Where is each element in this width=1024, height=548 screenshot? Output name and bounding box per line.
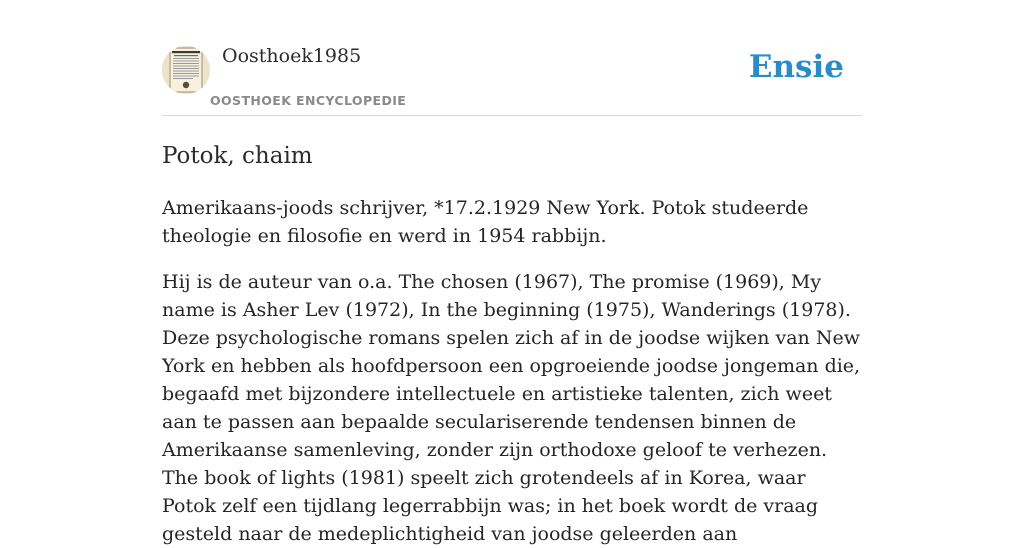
article-paragraph: Amerikaans-joods schrijver, *17.2.1929 New York. Potok studeerde theologie en filosofie en werd in 1954 rabbijn. — [162, 197, 809, 247]
article-card — [162, 0, 862, 548]
source-label[interactable]: OOSTHOEK ENCYCLOPEDIE — [210, 93, 407, 108]
author-name[interactable]: Oosthoek1985 — [222, 45, 362, 67]
page-title: Potok, chaim — [162, 143, 313, 169]
avatar[interactable] — [162, 46, 210, 94]
article-header — [162, 0, 862, 116]
article-paragraph: Hij is de auteur van o.a. The chosen (1967), The promise (1969), My name is Asher Lev (1972), In the beginning (1975), Wanderings (1978). Deze psychologische romans spelen zich af in de joodse wijken van New York en hebben als hoofdpersoon een opgroeiende joodse jongeman die, begaafd met bijzondere intellectuele en artistieke talenten, zich weet aan te passen aan bepaalde seculariserende tendensen binnen de Amerikaanse samenleving, zonder zijn orthodoxe geloof te verhezen. The book of lights (1981) speelt zich grotendeels af in Korea, waar Potok zelf een tijdlang legerrabbijn was; in het boek wordt de vraag gesteld naar de medeplichtigheid van joodse geleerden aan — [162, 271, 861, 545]
brand-logo[interactable]: Ensie — [748, 49, 844, 85]
encyclopedia-cover-icon — [162, 46, 210, 94]
